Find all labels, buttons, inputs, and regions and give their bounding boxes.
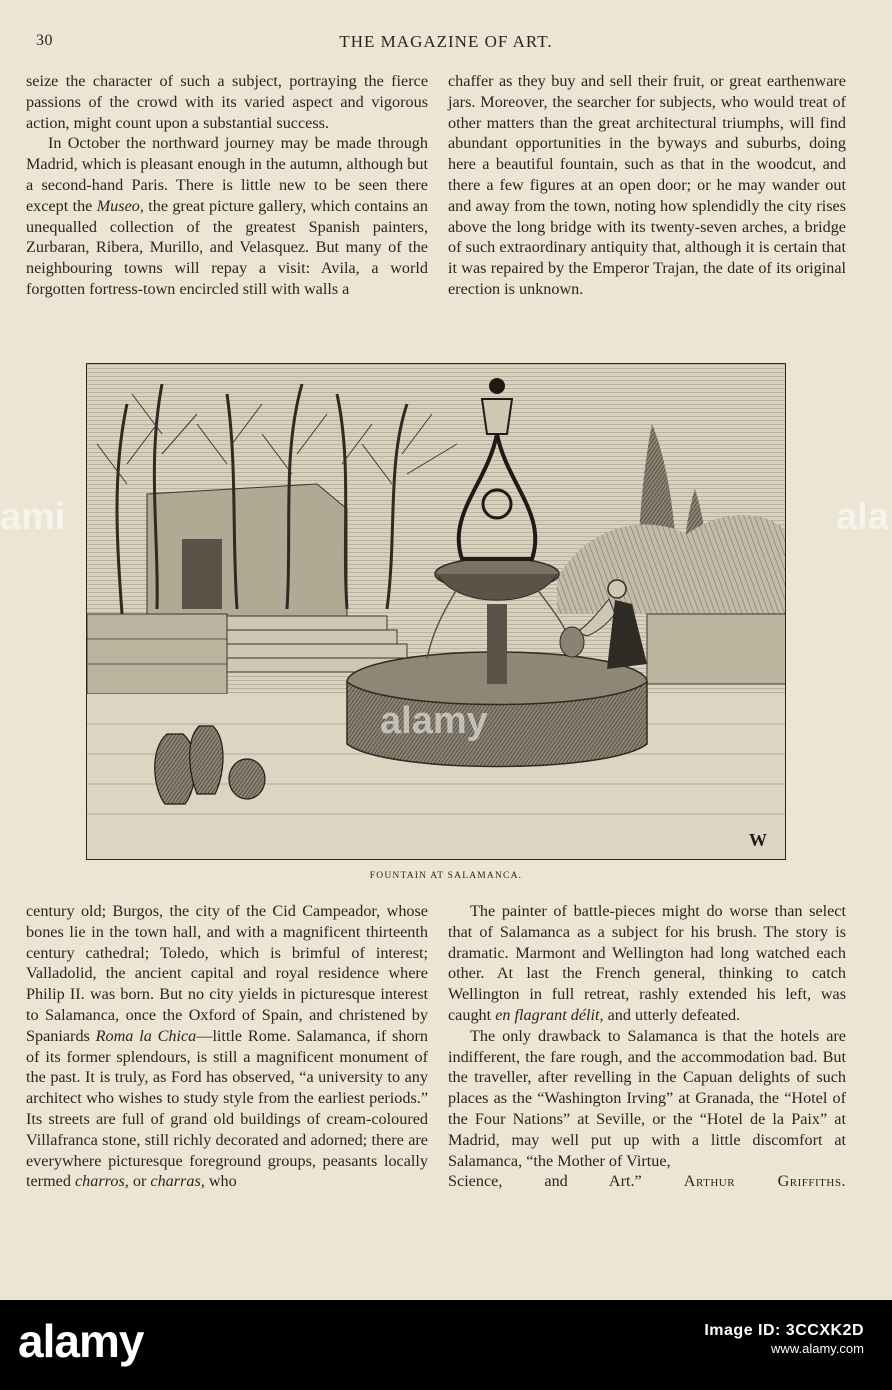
artist-monogram: W — [749, 830, 767, 850]
watermark: alamy — [380, 700, 488, 742]
column-bottom-right — [448, 901, 846, 1192]
closing-line — [448, 1171, 846, 1192]
page-number: 30 — [36, 32, 53, 49]
italic-term: en flagrant délit, — [495, 1005, 604, 1024]
fountain-woodcut — [86, 363, 786, 860]
stone-wall — [87, 614, 227, 694]
woodcut-drawing — [87, 364, 786, 860]
italic-term: Museo, — [96, 196, 144, 215]
fountain-column — [487, 604, 507, 684]
italic-term: charros, — [75, 1172, 129, 1191]
stock-image-info — [704, 1322, 864, 1358]
text-run: who — [204, 1172, 237, 1191]
text-run: —little Rome. Salamanca, if shorn of its former splendours, is still a magnificent monument of the past. It is truly, as Ford has observed, “a university to any architect who wishes to study style from the earliest periods.” Its streets are full of grand old buildings of cream-coloured Villafranca stone, still richly decorated and adorned; there are everywhere picturesque foreground groups, peasants locally termed — [26, 1026, 428, 1191]
stock-brand-logo: alamy — [18, 1315, 144, 1367]
paragraph: chaffer as they buy and sell their fruit, or great earthenware jars. Moreover, the searcher for subjects, who would treat of other matters than the great architectural triumphs, will find abundant opportunities in the byways and suburbs, doing here a beautiful fountain, such as that in the woodcut, and there a few figures at an open door; or he may wander out and away from the town, noting how splendidly the city rises above the long bridge with its twenty-seven arches, a bridge of such extraordinary antiquity that, although it is certain that it was repaired by the Emperor Trajan, the date of its original erection is unknown. — [448, 72, 846, 298]
italic-term: charras, — [150, 1172, 205, 1191]
watermark: ami — [0, 496, 66, 538]
figure-caption: FOUNTAIN AT SALAMANCA. — [369, 871, 523, 881]
column-top-right — [448, 71, 846, 300]
text-run: and utterly defeated. — [603, 1005, 741, 1024]
paragraph: seize the character of such a subject, portraying the fierce passions of the crowd with its varied aspect and vigorous action, might count upon a substantial success. — [26, 72, 428, 132]
text-run: The painter of battle-pieces might do worse than select that of Salamanca as a subject for his brush. The story is dramatic. Marmont and Wellington had long watched each other. At last the French general, thinking to catch Wellington in full retreat, rashly extended his left, was caught — [448, 902, 846, 1024]
paragraph: The only drawback to Salamanca is that the hotels are indifferent, the fare rough, and the accommodation bad. But the traveller, after revelling in the Capuan delights of such places as the “Washington Irving” at Granada, the “Hotel of the Four Nations” at Seville, or the “Hotel de la Paix” at Madrid, may well put up with a little discomfort at Salamanca, “the Mother of Virtue, — [448, 1026, 846, 1170]
building — [147, 484, 347, 624]
text-run: century old; Burgos, the city of the Cid Campeador, whose bones lie in the town hall, and with a magnificent thirteenth century cathedral; Toledo, which is brimful of interest; Valladolid, the ancient capital and royal residence where Philip II. was born. But no city yields in picturesque interest to Salamanca, once the Oxford of Spain, and christened by Spaniards — [26, 902, 428, 1045]
column-top-left — [26, 71, 428, 300]
paragraph — [448, 901, 846, 1026]
text-run: In October the northward journey may be made through Madrid, which is pleasant enough in the autumn, although but a second-hand Paris. There is little new to be seen there except the — [26, 134, 428, 215]
paragraph — [26, 133, 428, 299]
italic-term: Roma la Chica — [95, 1026, 197, 1045]
author-signature: Arthur Griffiths. — [683, 1172, 846, 1191]
paragraph — [26, 901, 428, 1192]
text-run: the great picture gallery, which contains an unequalled collection of the greatest Spanish painters, Zurbaran, Ribera, Murillo, and Velasquez. But many of the neighbouring towns will repay a visit: Avila, a world forgotten fortress-town encircled still with walls a — [26, 196, 429, 298]
stone-wall — [647, 614, 786, 684]
image-id: Image ID: 3CCXK2D — [704, 1322, 864, 1339]
building-door — [182, 539, 222, 609]
text-run: Science, and Art.” — [448, 1172, 642, 1191]
text-run: or — [128, 1172, 151, 1191]
running-head: THE MAGAZINE OF ART. — [339, 32, 553, 51]
watermark: ala — [836, 496, 889, 538]
stock-url: www.alamy.com — [771, 1341, 864, 1356]
lamp — [482, 399, 512, 434]
column-bottom-left — [26, 901, 428, 1192]
